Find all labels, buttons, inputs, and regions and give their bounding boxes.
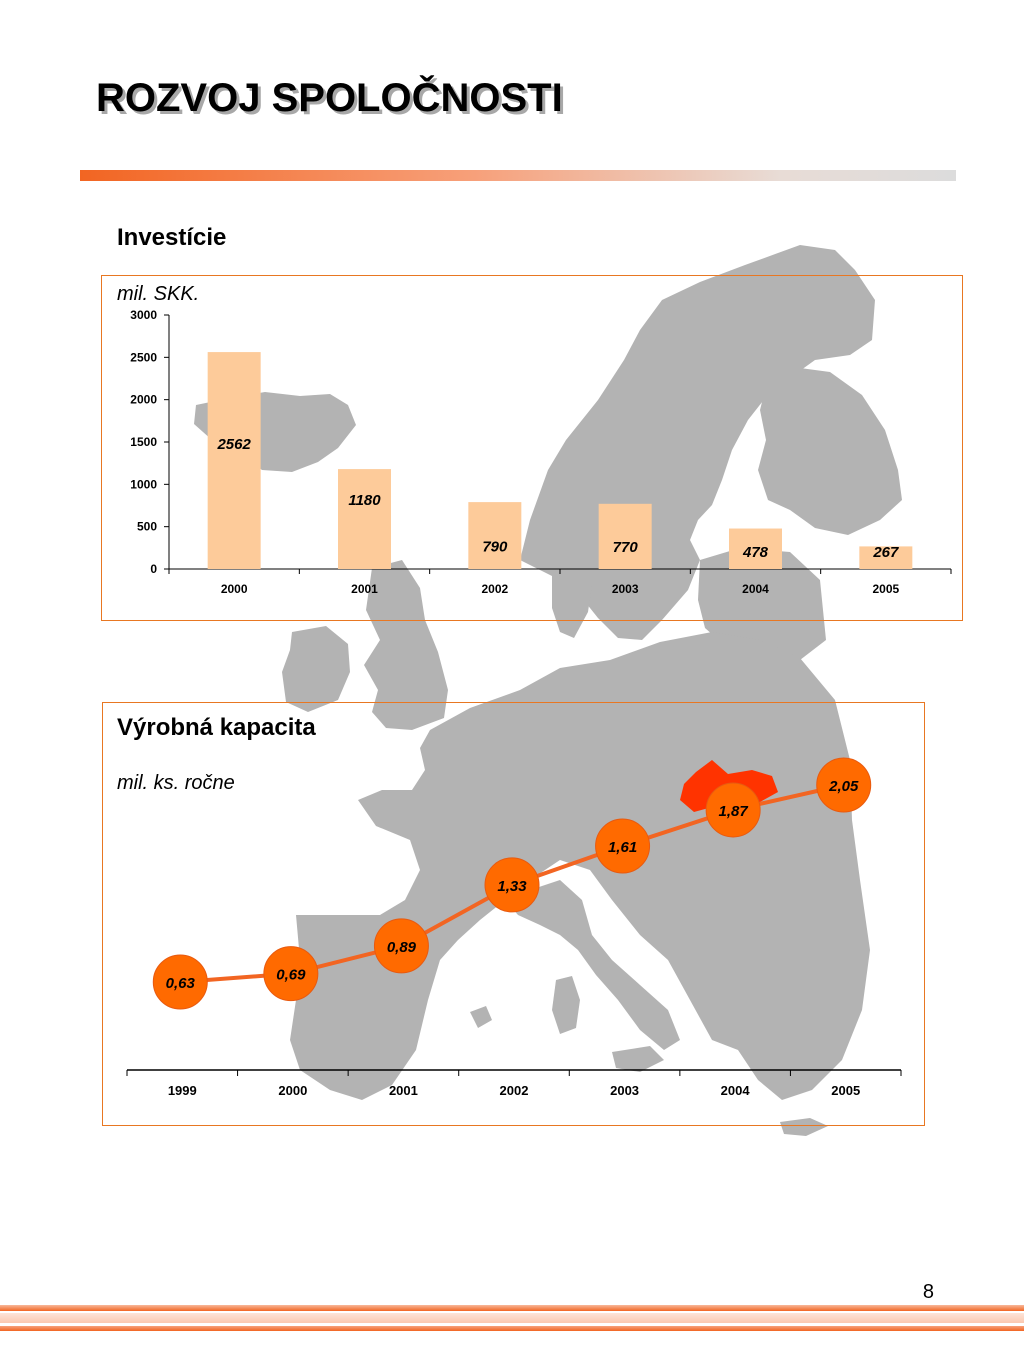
- y-tick-label: 2500: [130, 350, 157, 365]
- x-tick-label: 2005: [831, 1083, 861, 1098]
- capacity-line-chart: [127, 758, 901, 1098]
- y-tick-label: 1500: [130, 435, 157, 449]
- x-tick-label: 2004: [720, 1083, 750, 1098]
- data-point-label: 1,33: [497, 877, 527, 895]
- bar: [208, 352, 261, 569]
- x-tick-label: 2001: [351, 582, 378, 596]
- y-tick-label: 3000: [130, 308, 157, 322]
- x-tick-label: 2003: [610, 1083, 640, 1098]
- x-tick-label: 2003: [611, 582, 639, 596]
- footer-stripe-middle: [0, 1313, 1024, 1323]
- x-tick-label: 2005: [872, 582, 900, 596]
- bar-value-label: 478: [742, 543, 769, 561]
- x-tick-label: 2001: [388, 1083, 418, 1098]
- x-tick-label: 2002: [499, 1083, 529, 1098]
- y-tick-label: 0: [150, 562, 157, 576]
- investment-bar-chart: [130, 308, 951, 596]
- y-tick-label: 2000: [130, 392, 157, 407]
- x-tick-label: 2000: [220, 582, 248, 596]
- footer-stripe-top: [0, 1305, 1024, 1311]
- bar: [338, 469, 391, 569]
- y-tick-label: 500: [136, 519, 157, 534]
- investment-unit-label: mil. SKK.: [117, 283, 200, 305]
- bar: [599, 504, 652, 569]
- page-title: ROZVOJ SPOLOČNOSTI: [96, 76, 563, 120]
- data-point-label: 0,63: [165, 975, 195, 992]
- x-tick-label: 1999: [167, 1083, 197, 1098]
- bar-value-label: 790: [482, 538, 508, 556]
- bar-value-label: 1180: [348, 492, 381, 510]
- page-number: 8: [922, 1281, 934, 1303]
- data-point-label: 0,89: [386, 938, 417, 956]
- bar-value-label: 770: [612, 539, 638, 557]
- investment-heading: Investície: [117, 224, 227, 251]
- bar-value-label: 2562: [217, 436, 251, 454]
- capacity-unit-label: mil. ks. ročne: [117, 772, 235, 794]
- data-point-label: 1,87: [718, 802, 748, 820]
- capacity-heading: Výrobná kapacita: [117, 714, 316, 741]
- bar-value-label: 267: [873, 544, 899, 561]
- x-tick-label: 2002: [481, 582, 509, 596]
- bar: [468, 502, 521, 569]
- y-tick-label: 1000: [130, 477, 157, 492]
- x-tick-label: 2004: [742, 582, 769, 596]
- data-point-label: 2,05: [829, 778, 859, 795]
- data-point-label: 0,69: [276, 966, 306, 984]
- data-point-label: 1,61: [607, 839, 638, 857]
- footer-stripe-bottom: [0, 1326, 1024, 1331]
- x-tick-label: 2000: [278, 1083, 308, 1098]
